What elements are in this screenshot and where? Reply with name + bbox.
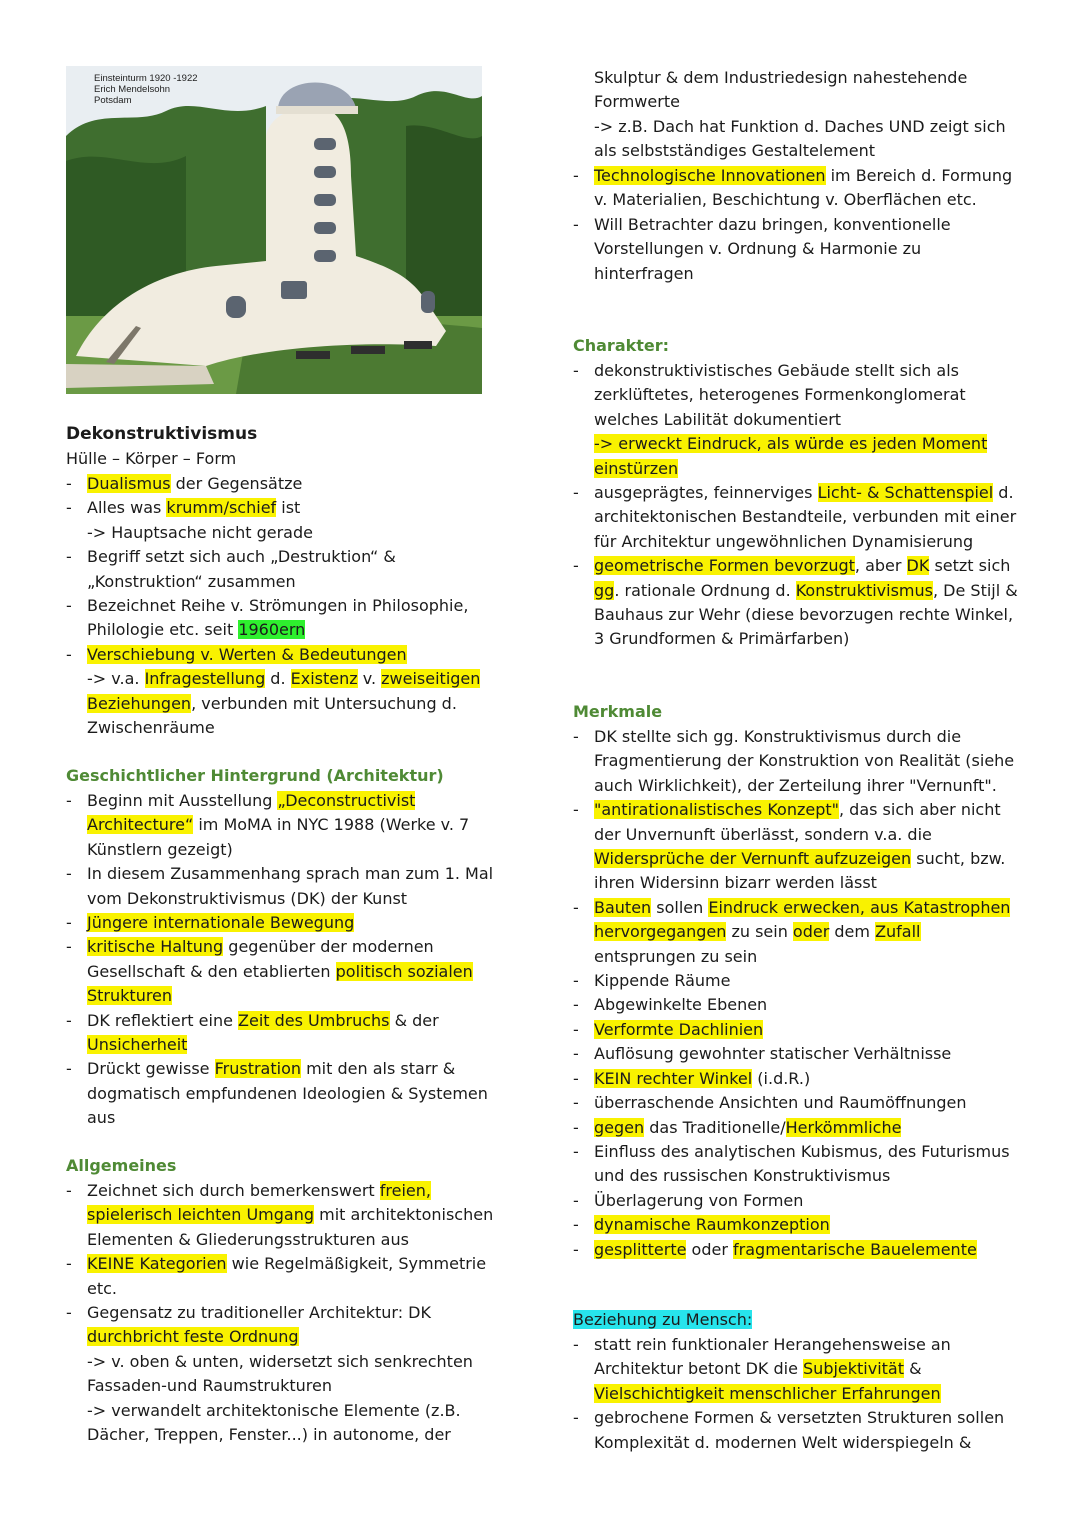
text: der Gegensätze <box>170 474 303 493</box>
text: d. <box>265 669 291 689</box>
highlight: geometrische Formen bevorzugt <box>594 556 855 576</box>
history-heading: Geschichtlicher Hintergrund (Architektur) <box>66 766 444 785</box>
features-list <box>573 725 1023 1262</box>
page-subtitle: Hülle – Körper – Form <box>66 449 237 468</box>
list-item <box>573 969 1023 993</box>
list-item <box>573 1213 1023 1237</box>
highlight: gesplitterte <box>594 1239 687 1259</box>
text: entsprungen zu sein <box>594 946 758 966</box>
highlight: Zufall <box>875 922 921 942</box>
list-item <box>573 1406 1023 1455</box>
list-item <box>66 789 506 862</box>
highlight: KEIN rechter Winkel <box>594 1068 753 1088</box>
highlight: freien, spielerisch leichten Umgang <box>87 1181 431 1225</box>
list-item <box>573 164 1023 213</box>
text: Bezeichnet Reihe v. Strömungen in Philosophie, Philologie etc. seit <box>87 596 469 640</box>
text: statt rein funktionaler Herangehensweise an Architektur betont DK die <box>594 1335 951 1379</box>
building-illustration <box>66 66 482 394</box>
text: & der <box>389 1010 439 1030</box>
text: Beginn mit Ausstellung <box>87 791 278 810</box>
highlight: Eindruck erwecken, aus Katastrophen hervorgegangen <box>594 897 1011 942</box>
text: im MoMA in NYC 1988 (Werke v. 7 Künstlern gezeigt) <box>87 815 470 859</box>
dome-ring <box>276 106 358 114</box>
text: Alles was <box>87 498 167 518</box>
text: ausgeprägtes, feinnerviges <box>594 483 818 503</box>
list-item <box>66 594 506 643</box>
highlight: dynamische Raumkonzeption <box>594 1215 830 1235</box>
list-item <box>66 545 506 594</box>
highlight: durchbricht feste Ordnung <box>87 1327 299 1347</box>
list-item <box>573 1042 1023 1066</box>
highlight: Infragestellung <box>144 669 266 689</box>
highlight: „Deconstructivist Architecture“ <box>87 791 416 835</box>
highlight: DK <box>906 556 930 576</box>
highlight: Existenz <box>290 669 358 689</box>
text: In diesem Zusammenhang sprach man zum 1. Mal vom Dekonstruktivismus (DK) der Kunst <box>87 864 494 908</box>
text: sucht, bzw. ihren Widersinn bizarr werden lässt <box>594 849 1006 893</box>
features-heading: Merkmale <box>573 702 663 721</box>
text: (i.d.R.) <box>752 1068 811 1088</box>
text: Will Betrachter dazu bringen, konventionelle Vorstellungen v. Ordnung & Harmonie zu hinterfragen <box>594 214 951 283</box>
highlight: Subjektivität <box>803 1359 905 1379</box>
list-item <box>66 1179 506 1252</box>
text: gegenüber der modernen Gesellschaft & den etablierten <box>87 937 434 981</box>
highlight: Vielschichtigkeit menschlicher Erfahrungen <box>594 1383 941 1403</box>
highlight: oder <box>792 922 830 942</box>
list-item <box>573 1140 1023 1189</box>
list-item <box>573 725 1023 798</box>
text: das Traditionelle/ <box>644 1117 786 1137</box>
list-item <box>573 1018 1023 1042</box>
highlight: Widersprüche der Vernunft aufzuzeigen <box>594 849 912 869</box>
highlight: -> erweckt Eindruck, als würde es jeden Moment einstürzen <box>594 434 988 478</box>
highlight: krumm/schief <box>166 498 277 518</box>
text: Gegensatz zu traditioneller Architektur: DK <box>87 1303 431 1323</box>
general-heading: Allgemeines <box>66 1156 177 1175</box>
text: dekonstruktivistisches Gebäude stellt sich als zerklüftetes, heterogenes Formenkonglomerat welches Labilität dokumentiert <box>594 361 966 429</box>
highlight: zweiseitigen Beziehungen <box>87 669 481 713</box>
text: . rationale Ordnung d. <box>614 580 796 600</box>
list-item <box>573 1333 1023 1406</box>
text: im Bereich d. Formung v. Materialien, Beschichtung v. Oberflächen etc. <box>594 166 1013 210</box>
text: -> v.a. <box>87 669 145 689</box>
character-heading: Charakter: <box>573 336 670 355</box>
list-item <box>66 643 506 741</box>
text: Überlagerung von Formen <box>594 1190 804 1210</box>
text: oder <box>686 1239 734 1259</box>
highlight-cyan: Beziehung zu Mensch: <box>573 1310 753 1329</box>
text: sollen <box>651 897 709 917</box>
highlight: Herkömmliche <box>785 1117 902 1137</box>
list-item <box>66 911 506 935</box>
cont-line: Skulptur & dem Industriedesign nahestehende Formwerte <box>594 68 968 112</box>
text: mit architektonischen Elementen & Gliederungsstrukturen aus <box>87 1205 494 1249</box>
list-item <box>66 472 506 496</box>
highlight: Verformte Dachlinien <box>594 1019 764 1039</box>
list-item <box>573 554 1023 652</box>
text: , verbunden mit Untersuchung d. Zwischenräume <box>87 693 457 738</box>
list-item <box>573 213 1023 286</box>
highlight: Technologische Innovationen <box>594 166 826 185</box>
highlight-green: 1960ern <box>238 620 306 640</box>
highlight: Dualismus <box>87 474 171 493</box>
caption-line: Erich Mendelsohn <box>94 84 171 95</box>
text: Kippende Räume <box>594 971 731 991</box>
cont-line: -> z.B. Dach hat Funktion d. Daches UND zeigt sich als selbstständiges Gestaltelement <box>594 116 1006 161</box>
highlight: kritische Haltung <box>87 937 224 957</box>
continued-text <box>573 66 1023 164</box>
caption-line: Potsdam <box>94 95 132 106</box>
text: DK reflektiert eine <box>87 1010 239 1030</box>
highlight: gg <box>594 580 615 600</box>
list-item <box>573 993 1023 1017</box>
list-item <box>573 1189 1023 1213</box>
list-item <box>573 896 1023 969</box>
list-item <box>573 798 1023 896</box>
highlight: Zeit des Umbruchs <box>238 1010 390 1030</box>
sub-line: -> v. oben & unten, widersetzt sich senkrechten Fassaden-und Raumstrukturen <box>87 1351 473 1396</box>
list-item <box>66 1009 506 1058</box>
highlight: politisch sozialen Strukturen <box>87 961 473 1006</box>
list-item <box>573 359 1023 481</box>
caption-line: Einsteinturm 1920 -1922 <box>94 73 198 84</box>
highlight: KEINE Kategorien <box>87 1254 227 1274</box>
text: ist <box>276 498 301 518</box>
sub-line <box>87 667 506 740</box>
list-item <box>66 1252 506 1301</box>
text: Abgewinkelte Ebenen <box>594 995 768 1015</box>
list-item <box>573 1238 1023 1262</box>
trees-dark-right <box>406 125 482 316</box>
relation-list <box>573 1333 1023 1455</box>
highlight: Licht- & Schattenspiel <box>817 483 994 503</box>
text: Zeichnet sich durch bemerkenswert <box>87 1181 380 1200</box>
list-item <box>66 862 506 911</box>
highlight: Konstruktivismus <box>795 580 933 600</box>
history-list <box>66 789 506 1131</box>
sub-line: -> Hauptsache nicht gerade <box>87 522 313 542</box>
text: überraschende Ansichten und Raumöffnungen <box>594 1093 967 1113</box>
list-item <box>66 496 506 545</box>
list-item <box>573 1116 1023 1140</box>
text: Drückt gewisse <box>87 1059 215 1079</box>
general-list <box>66 1179 506 1447</box>
text: zu sein <box>726 922 793 942</box>
highlight: "antirationalistisches Konzept" <box>594 800 839 820</box>
text: Einfluss des analytischen Kubismus, des Futurismus und des russischen Konstruktivismus <box>594 1141 1010 1186</box>
text: , De Stijl & Bauhaus zur Wehr (diese bevorzugen rechte Winkel, 3 Grundformen & Primärfarben) <box>594 580 1018 649</box>
text: d. architektonischen Bestandteile, verbunden mit einer für Architektur ungewöhnlichen Dynamisierung <box>594 483 1017 551</box>
text: , das sich aber nicht der Unvernunft überlässt, sondern v.a. die <box>594 800 1001 844</box>
list-item <box>573 1067 1023 1091</box>
highlight: Bauten <box>594 897 652 917</box>
list-item <box>66 1301 506 1447</box>
terrace <box>66 364 214 388</box>
highlight: gegen <box>594 1117 645 1137</box>
continued-list <box>573 164 1023 286</box>
highlight: fragmentarische Bauelemente <box>733 1239 977 1259</box>
list-item <box>66 935 506 1008</box>
relation-heading <box>573 1308 1023 1333</box>
text: Begriff setzt sich auch „Destruktion“ & „Konstruktion“ zusammen <box>87 547 396 591</box>
intro-list <box>66 472 506 740</box>
text: v. <box>357 669 382 689</box>
photo-caption <box>94 73 198 106</box>
highlight: Jüngere internationale Bewegung <box>87 913 355 933</box>
character-list <box>573 359 1023 652</box>
list-item <box>573 1091 1023 1115</box>
text: gebrochene Formen & versetzten Strukturen sollen Komplexität d. modernen Welt widerspiegeln & <box>594 1408 1005 1452</box>
text: setzt sich <box>929 556 1011 576</box>
text: wie Regelmäßigkeit, Symmetrie etc. <box>87 1254 487 1298</box>
text: & <box>904 1359 922 1379</box>
highlight: Unsicherheit <box>87 1035 188 1055</box>
text: dem <box>829 922 876 942</box>
text: Auflösung gewohnter statischer Verhältnisse <box>594 1044 952 1064</box>
highlight: Frustration <box>214 1059 301 1079</box>
einsteinturm-photo <box>66 66 482 394</box>
list-item <box>66 1057 506 1130</box>
list-item <box>573 481 1023 554</box>
sub-line <box>594 432 1023 481</box>
text: , aber <box>854 556 907 576</box>
text: DK stellte sich gg. Konstruktivismus durch die Fragmentierung der Konstruktion von Realität (siehe auch Wirklichkeit), der Zerteilung ihrer "Vernunft". <box>594 727 1015 795</box>
text: mit den als starr & dogmatisch empfundenen Ideologien & Systemen aus <box>87 1059 488 1128</box>
highlight: Verschiebung v. Werten & Bedeutungen <box>87 644 407 664</box>
sub-line: -> verwandelt architektonische Elemente (z.B. Dächer, Treppen, Fenster...) in autonome, der <box>87 1400 461 1445</box>
page-title: Dekonstruktivismus <box>66 424 258 444</box>
